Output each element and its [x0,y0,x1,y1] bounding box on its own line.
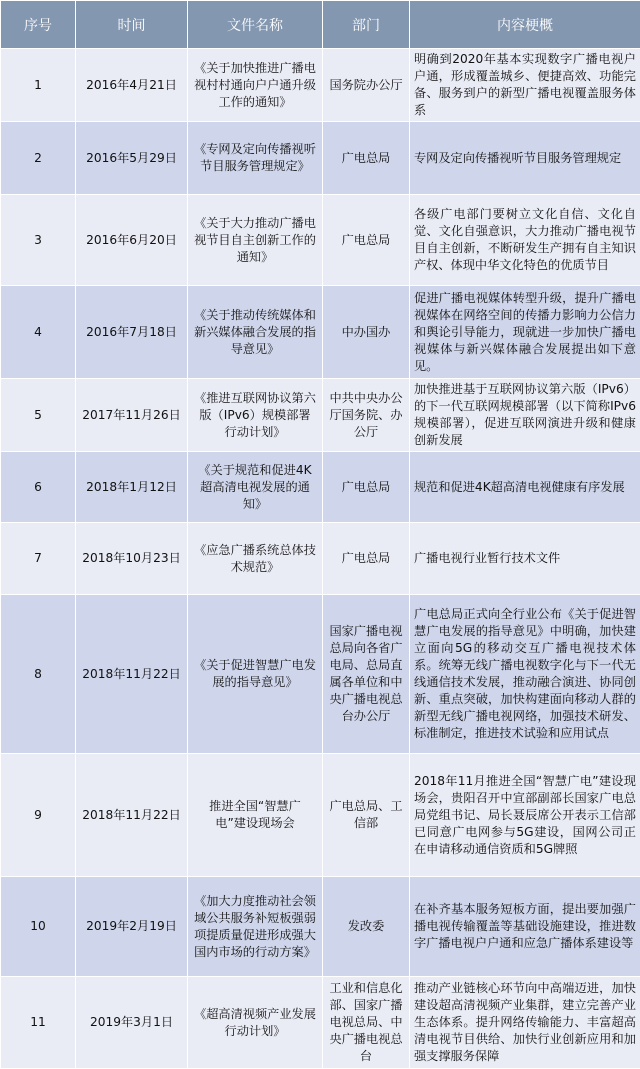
cell-title: 《推进互联网协议第六版（IPv6）规模部署行动计划》 [188,379,323,452]
table-row [1,49,640,122]
cell-time: 2016年4月21日 [76,49,188,122]
cell-time: 2019年2月19日 [76,877,188,977]
cell-num: 1 [1,49,76,122]
cell-title: 《加大力度推动社会领域公共服务补短板强弱项提质量促进形成强大国内市场的行动方案》 [188,877,323,977]
header-content: 内容梗概 [410,1,640,49]
cell-content: 推动产业链核心环节向中高端迈进，加快建设超高清视频产业集群，建立完善产业生态体系。提升网络传输能力、丰富超高清电视节目供给、加快行业创新应用和加强支撑服务保障 [410,977,640,1069]
cell-time: 2018年10月23日 [76,523,188,595]
cell-title: 《超高清视频产业发展行动计划》 [188,977,323,1069]
cell-dept: 国家广播电视总局向各省广电局、总局直属各单位和中央广播电视总台办公厅 [323,595,410,754]
header-row [1,1,640,49]
cell-num: 2 [1,122,76,195]
cell-time: 2019年3月1日 [76,977,188,1069]
header-dept: 部门 [323,1,410,49]
cell-content: 各级广电部门要树立文化自信、文化自觉、文化自强意识，大力推动广播电视节目自主创新，不断研发生产拥有自主知识产权、体现中华文化特色的优质节目 [410,195,640,286]
cell-content: 明确到2020年基本实现数字广播电视户户通，形成覆盖城乡、便捷高效、功能完备、服务到户的新型广播电视覆盖服务体系 [410,49,640,122]
cell-time: 2016年6月20日 [76,195,188,286]
table-row [1,122,640,195]
cell-dept: 广电总局 [323,452,410,523]
cell-num: 10 [1,877,76,977]
cell-num: 7 [1,523,76,595]
header-time: 时间 [76,1,188,49]
header-num: 序号 [1,1,76,49]
cell-dept: 工业和信息化部、国家广播电视总局、中央广播电视总台 [323,977,410,1069]
table-row [1,452,640,523]
cell-dept: 发改委 [323,877,410,977]
cell-num: 11 [1,977,76,1069]
cell-title: 《关于推动传统媒体和新兴媒体融合发展的指导意见》 [188,286,323,379]
cell-dept: 国务院办公厅 [323,49,410,122]
cell-num: 3 [1,195,76,286]
cell-content: 专网及定向传播视听节目服务管理规定 [410,122,640,195]
cell-content: 促进广播电视媒体转型升级，提升广播电视媒体在网络空间的传播力影响力公信力和舆论引导能力，现就进一步加快广播电视媒体与新兴媒体融合发展提出如下意见。 [410,286,640,379]
cell-dept: 广电总局 [323,195,410,286]
table-row [1,754,640,877]
cell-dept: 广电总局 [323,523,410,595]
cell-dept: 广电总局、工信部 [323,754,410,877]
cell-time: 2016年7月18日 [76,286,188,379]
cell-title: 《关于规范和促进4K超高清电视发展的通知》 [188,452,323,523]
table-row [1,286,640,379]
cell-num: 6 [1,452,76,523]
cell-dept: 中办国办 [323,286,410,379]
cell-time: 2016年5月29日 [76,122,188,195]
cell-content: 加快推进基于互联网协议第六版（IPv6）的下一代互联网规模部署（以下简称IPv6规模部署），促进互联网演进升级和健康创新发展 [410,379,640,452]
cell-num: 4 [1,286,76,379]
cell-time: 2018年11月22日 [76,595,188,754]
cell-content: 规范和促进4K超高清电视健康有序发展 [410,452,640,523]
table-row [1,379,640,452]
cell-time: 2018年11月22日 [76,754,188,877]
cell-dept: 中共中央办公厅国务院、办公厅 [323,379,410,452]
cell-title: 《关于加快推进广播电视村村通向户户通升级工作的通知》 [188,49,323,122]
cell-time: 2018年1月12日 [76,452,188,523]
cell-title: 《关于大力推动广播电视节目自主创新工作的通知》 [188,195,323,286]
table-row [1,977,640,1069]
cell-title: 《专网及定向传播视听节目服务管理规定》 [188,122,323,195]
header-title: 文件名称 [188,1,323,49]
cell-title: 《关于促进智慧广电发展的指导意见》 [188,595,323,754]
cell-dept: 广电总局 [323,122,410,195]
table-row [1,595,640,754]
cell-title: 《应急广播系统总体技术规范》 [188,523,323,595]
table-row [1,195,640,286]
table-row [1,523,640,595]
cell-content: 2018年11月推进全国“智慧广电”建设现场会，贵阳召开中宣部副部长国家广电总局党组书记、局长聂辰席公开表示工信部已同意广电网参与5G建设，国网公司正在申请移动通信资质和5G牌照 [410,754,640,877]
cell-content: 广电总局正式向全行业公布《关于促进智慧广电发展的指导意见》中明确，加快建立面向5G的移动交互广播电视技术体系。统筹无线广播电视数字化与下一代无线通信技术发展，推动融合演进、协同创新、重点突破，加快构建面向移动人群的新型无线广播电视网络，加强技术研发、标准制定，推进技术试验和应用试点 [410,595,640,754]
cell-title: 推进全国“智慧广电”建设现场会 [188,754,323,877]
cell-time: 2017年11月26日 [76,379,188,452]
cell-content: 在补齐基本服务短板方面，提出要加强广播电视传输覆盖等基础设施建设，推进数字广播电视户户通和应急广播体系建设等 [410,877,640,977]
table-row [1,877,640,977]
cell-num: 9 [1,754,76,877]
cell-content: 广播电视行业暂行技术文件 [410,523,640,595]
cell-num: 8 [1,595,76,754]
cell-num: 5 [1,379,76,452]
